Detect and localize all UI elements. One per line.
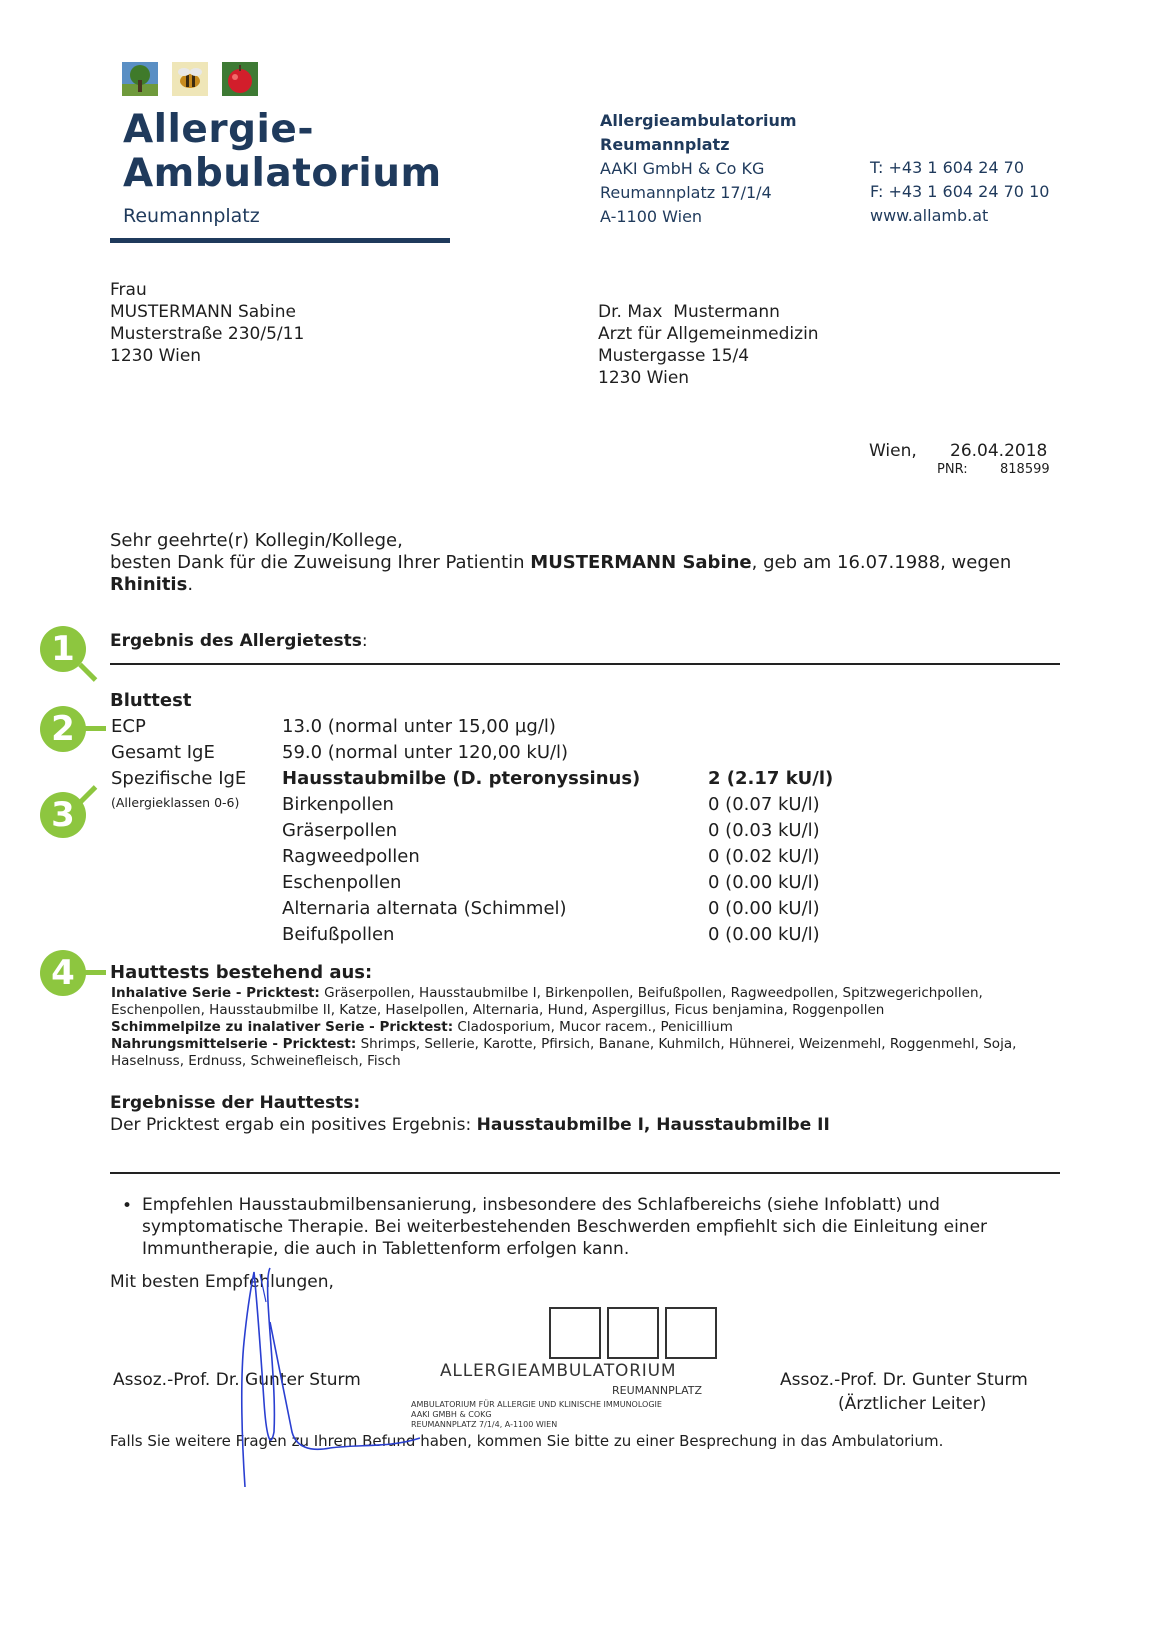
- specific-allergen-result: 0 (0.03 kU/l): [708, 820, 820, 841]
- specific-allergen-result: 0 (0.00 kU/l): [708, 872, 820, 893]
- intro-reason-line: [110, 573, 193, 597]
- results-heading: [110, 631, 368, 651]
- skin-results-heading: Ergebnisse der Hauttests:: [110, 1093, 361, 1113]
- skin-food: [111, 1036, 1071, 1070]
- recommendation-text: Empfehlen Hausstaubmilbensanierung, insbesondere des Schlafbereichs (siehe Infoblatt) und symptomatische Therapie. Bei weiterbestehenden Beschwerden empfiehlt sich die Einleitung einer Immuntherapie, die auch in Tablettenform erfolgen kann.: [142, 1195, 988, 1259]
- specific-allergen-name: Gräserpollen: [282, 820, 398, 841]
- intro-text-pre: besten Dank für die Zuweisung Ihrer Patientin: [110, 552, 531, 573]
- specific-allergen-result: 0 (0.00 kU/l): [708, 924, 820, 945]
- intro-patient: MUSTERMANN Sabine: [530, 552, 752, 573]
- badge-4-tail: [84, 970, 106, 975]
- total-ige-label: Gesamt IgE: [111, 742, 215, 763]
- stamp-title: ALLERGIEAMBULATORIUM: [440, 1361, 677, 1381]
- badge-3: 3: [40, 792, 86, 838]
- stamp-box-icon: [549, 1307, 601, 1359]
- specific-allergen-result: 2 (2.17 kU/l): [708, 768, 834, 789]
- specific-allergen-name: Eschenpollen: [282, 872, 402, 893]
- specific-allergen-result: 0 (0.00 kU/l): [708, 898, 820, 919]
- skin-mold-label: Schimmelpilze zu inalativer Serie - Pricktest:: [111, 1019, 454, 1035]
- divider-results: [110, 663, 1060, 665]
- patient-city: 1230 Wien: [110, 346, 202, 366]
- stamp-box-icon: [607, 1307, 659, 1359]
- specific-allergen-result: 0 (0.02 kU/l): [708, 846, 820, 867]
- stamp-subtitle: REUMANNPLATZ: [612, 1384, 703, 1397]
- intro-line: [110, 551, 1011, 575]
- pnr-value: 818599: [1000, 462, 1050, 477]
- stamp-line3: REUMANNPLATZ 7/1/4, A-1100 WIEN: [411, 1420, 558, 1429]
- skin-results-positive: Hausstaubmilbe I, Hausstaubmilbe II: [476, 1115, 830, 1135]
- patient-name: MUSTERMANN Sabine: [110, 302, 296, 322]
- specific-allergen-name: Ragweedpollen: [282, 846, 420, 867]
- total-ige-value: 59.0 (normal unter 120,00 kU/l): [282, 742, 569, 763]
- closing: Mit besten Empfehlungen,: [110, 1272, 334, 1292]
- ecp-value: 13.0 (normal unter 15,00 µg/l): [282, 716, 556, 737]
- patient-salutation: Frau: [110, 280, 147, 300]
- ecp-label: ECP: [111, 716, 146, 737]
- logo-icons: [122, 62, 258, 98]
- doctor-title: Arzt für Allgemeinmedizin: [598, 324, 819, 344]
- clinic-city: A-1100 Wien: [600, 207, 703, 226]
- clinic-street: Reumannplatz 17/1/4: [600, 183, 772, 202]
- apple-icon: [222, 62, 258, 96]
- skin-results-text: [110, 1115, 830, 1135]
- tree-icon: [122, 62, 158, 96]
- skin-results-pre: Der Pricktest ergab ein positives Ergebnis:: [110, 1115, 477, 1135]
- clinic-fax: F: +43 1 604 24 70 10: [870, 182, 1050, 201]
- logo-title-line2: Ambulatorium: [123, 151, 442, 196]
- doctor-street: Mustergasse 15/4: [598, 346, 750, 366]
- skin-food-text: Shrimps, Sellerie, Karotte, Pfirsich, Banane, Kuhmilch, Hühnerei, Weizenmehl, Roggenmehl, Soja, Haselnuss, Erdnuss, Schweinefleisch, Fisch: [111, 1036, 1017, 1069]
- badge-1-tail: [78, 663, 97, 682]
- badge-2-tail: [84, 726, 106, 731]
- clinic-phone: T: +43 1 604 24 70: [870, 158, 1025, 177]
- signature-left-name: Assoz.-Prof. Dr. Gunter Sturm: [113, 1370, 361, 1390]
- date: 26.04.2018: [950, 441, 1048, 461]
- bullet: •: [122, 1196, 133, 1216]
- doctor-name: Dr. Max Mustermann: [598, 302, 780, 322]
- logo-underline: [110, 238, 450, 243]
- clinic-name-line1: Allergieambulatorium: [600, 111, 797, 130]
- skin-mold-text: Cladosporium, Mucor racem., Penicillium: [453, 1019, 733, 1035]
- stamp-box-icon: [665, 1307, 717, 1359]
- specific-allergen-name: Beifußpollen: [282, 924, 395, 945]
- badge-3-tail: [78, 785, 97, 804]
- skin-inhalative-label: Inhalative Serie - Pricktest:: [111, 985, 320, 1001]
- skin-inhalative: [111, 985, 1071, 1019]
- logo-title-line1: Allergie-: [123, 107, 315, 152]
- greeting: Sehr geehrte(r) Kollegin/Kollege,: [110, 530, 403, 551]
- intro-reason-post: .: [187, 574, 194, 595]
- badge-2: 2: [40, 706, 86, 752]
- skin-mold: [111, 1019, 1071, 1036]
- intro-text-post: , geb am 16.07.1988, wegen: [751, 552, 1012, 573]
- specific-allergen-name: Hausstaubmilbe (D. pteronyssinus): [282, 768, 641, 789]
- clinic-name-line2: Reumannplatz: [600, 135, 730, 154]
- skin-inhalative-text: Gräserpollen, Hausstaubmilbe I, Birkenpollen, Beifußpollen, Ragweedpollen, Spitzwegerichpollen, Eschenpollen, Hausstaubmilbe II, Katze, Haselpollen, Alternaria, Hund, Aspergillus, Ficus benjamina, Roggenpollen: [111, 985, 983, 1018]
- specific-ige-sublabel: (Allergieklassen 0-6): [111, 795, 240, 810]
- stamp-line1: AMBULATORIUM FÜR ALLERGIE UND KLINISCHE IMMUNOLOGIE: [411, 1400, 662, 1409]
- bee-icon: [172, 62, 208, 96]
- specific-allergen-name: Birkenpollen: [282, 794, 394, 815]
- pnr-label: PNR:: [937, 462, 968, 477]
- specific-allergen-name: Alternaria alternata (Schimmel): [282, 898, 567, 919]
- blood-heading: Bluttest: [110, 690, 192, 711]
- badge-1: 1: [40, 626, 86, 672]
- intro-reason: Rhinitis: [110, 574, 188, 595]
- handwritten-signature: [230, 1262, 430, 1502]
- footer-text: Falls Sie weitere Fragen zu Ihrem Befund haben, kommen Sie bitte zu einer Besprechung in das Ambulatorium.: [110, 1432, 944, 1450]
- patient-street: Musterstraße 230/5/11: [110, 324, 305, 344]
- doctor-city: 1230 Wien: [598, 368, 690, 388]
- badge-4: 4: [40, 950, 86, 996]
- results-heading-text: Ergebnis des Allergietests: [110, 631, 362, 651]
- divider-recommendation: [110, 1172, 1060, 1174]
- clinic-company: AAKI GmbH & Co KG: [600, 159, 765, 178]
- stamp-line2: AAKI GMBH & COKG: [411, 1410, 492, 1419]
- place: Wien,: [869, 441, 917, 461]
- skin-food-label: Nahrungsmittelserie - Pricktest:: [111, 1036, 357, 1052]
- signature-right-role: (Ärztlicher Leiter): [838, 1394, 987, 1414]
- specific-ige-label: Spezifische IgE: [111, 768, 247, 789]
- specific-allergen-result: 0 (0.07 kU/l): [708, 794, 820, 815]
- signature-right-name: Assoz.-Prof. Dr. Gunter Sturm: [780, 1370, 1028, 1390]
- skin-heading: Hauttests bestehend aus:: [110, 962, 373, 983]
- results-heading-colon: :: [361, 631, 368, 651]
- clinic-web[interactable]: www.allamb.at: [870, 206, 989, 225]
- logo-subtitle: Reumannplatz: [123, 205, 260, 227]
